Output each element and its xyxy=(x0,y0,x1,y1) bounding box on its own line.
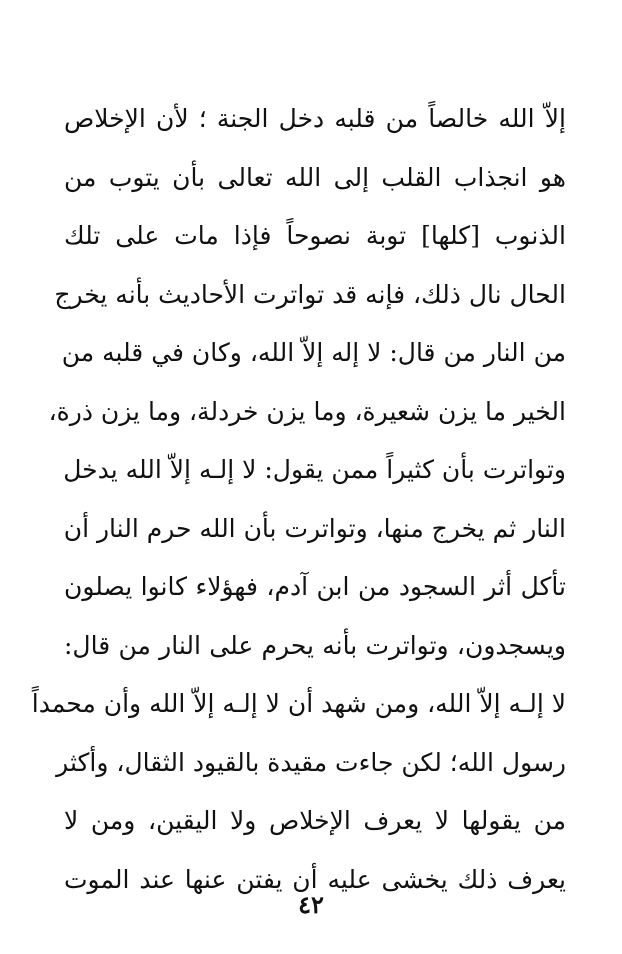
text-line: من النار من قال: لا إله إلاّ الله، وكان في قلبه من xyxy=(61,338,566,367)
text-line: الحال نال ذلك، فإنه قد تواترت الأحاديث بأنه يخرج xyxy=(54,279,566,309)
text-line: تأكل أثر السجود من ابن آدم، فهؤلاء كانوا يصلون xyxy=(64,572,566,601)
text-line: هو انجذاب القلب إلى الله تعالى بأن يتوب من xyxy=(64,162,566,192)
text-line: وتواترت بأن كثيراً ممن يقول: لا إلـه إلاّ الله يدخل xyxy=(63,455,566,484)
text-line: الذنوب [كلها] توبة نصوحاً فإذا مات على تلك xyxy=(64,221,566,250)
text-line: لا إلـه إلاّ الله، ومن شهد أن لا إلـه إلاّ الله وأن محمداً xyxy=(31,689,566,718)
text-line: الخير ما يزن شعيرة، وما يزن خردلة، وما يزن ذرة، xyxy=(48,396,566,426)
body-text xyxy=(31,90,566,909)
text-line: إلاّ الله خالصاً من قلبه دخل الجنة ؛ لأن الإخلاص xyxy=(64,104,566,133)
page-number: ٤٢ xyxy=(298,890,324,919)
text-line: النار ثم يخرج منها، وتواترت بأن الله حرم النار أن xyxy=(63,513,566,543)
text-line: رسول الله؛ لكن جاءت مقيدة بالقيود الثقال، وأكثر xyxy=(56,747,566,777)
text-line: من يقولها لا يعرف الإخلاص ولا اليقين، ومن لا xyxy=(64,806,566,835)
text-line: يعرف ذلك يخشى عليه أن يفتن عنها عند الموت xyxy=(64,864,566,894)
text-line: ويسجدون، وتواترت بأنه يحرم على النار من قال: xyxy=(64,630,566,660)
